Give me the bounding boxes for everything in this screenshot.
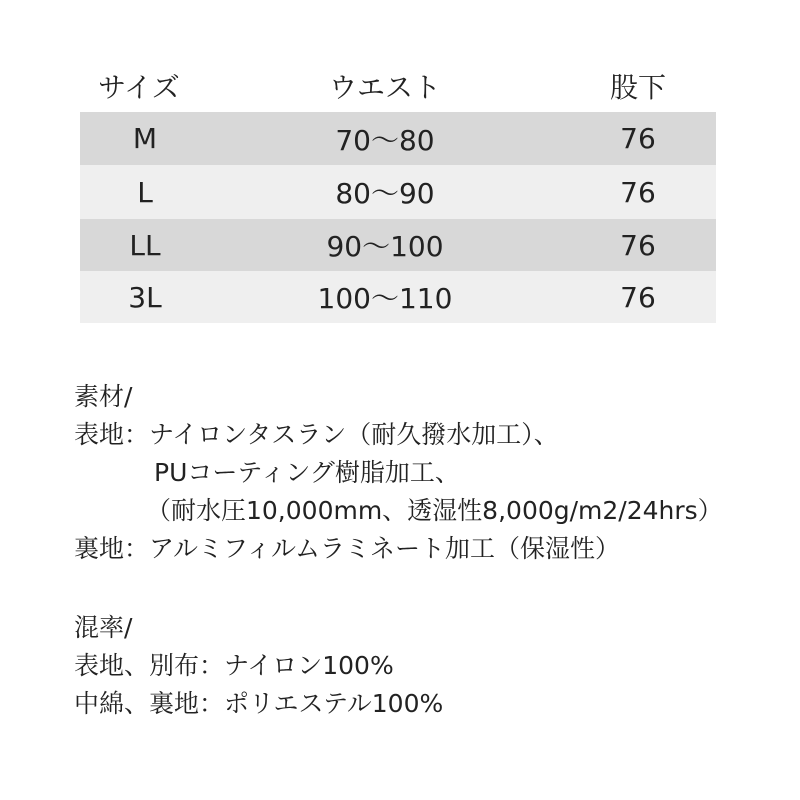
cell-inseam: 76 bbox=[620, 228, 656, 262]
material-outer-line-3: （耐水圧10,000mm、透湿性8,000g/m2/24hrs） bbox=[146, 496, 723, 525]
material-outer-line-1: 表地：ナイロンタスラン（耐久撥水加工）、 bbox=[74, 420, 559, 449]
table-row bbox=[80, 165, 716, 219]
header-inseam: 股下 bbox=[609, 71, 666, 104]
blend-line-2: 中綿、裏地：ポリエステル100% bbox=[74, 689, 444, 718]
blend-line-1: 表地、別布：ナイロン100% bbox=[74, 651, 394, 680]
cell-waist: 90〜100 bbox=[326, 230, 444, 263]
blend-heading: 混率/ bbox=[74, 613, 133, 642]
cell-inseam: 76 bbox=[620, 175, 656, 209]
cell-size: 3L bbox=[128, 280, 162, 314]
cell-waist: 70〜80 bbox=[335, 123, 435, 157]
size-table-header bbox=[80, 60, 716, 112]
cell-waist: 80〜90 bbox=[335, 177, 435, 210]
header-waist: ウエスト bbox=[328, 71, 441, 104]
header-size: サイズ bbox=[98, 71, 180, 104]
table-row bbox=[80, 219, 716, 271]
spec-text bbox=[74, 378, 784, 723]
table-row bbox=[80, 112, 716, 165]
spacer bbox=[74, 568, 784, 609]
material-lining-line: 裏地：アルミフィルムラミネート加工（保湿性） bbox=[74, 534, 621, 563]
size-table bbox=[80, 60, 716, 323]
material-heading: 素材/ bbox=[74, 382, 133, 411]
cell-inseam: 76 bbox=[620, 122, 656, 155]
table-row bbox=[80, 271, 716, 323]
cell-inseam: 76 bbox=[620, 280, 656, 314]
cell-size: L bbox=[137, 175, 153, 209]
cell-size: M bbox=[132, 122, 158, 155]
material-outer-line-2: PUコーティング樹脂加工、 bbox=[154, 458, 460, 487]
cell-size: LL bbox=[129, 228, 161, 262]
cell-waist: 100〜110 bbox=[317, 282, 453, 315]
